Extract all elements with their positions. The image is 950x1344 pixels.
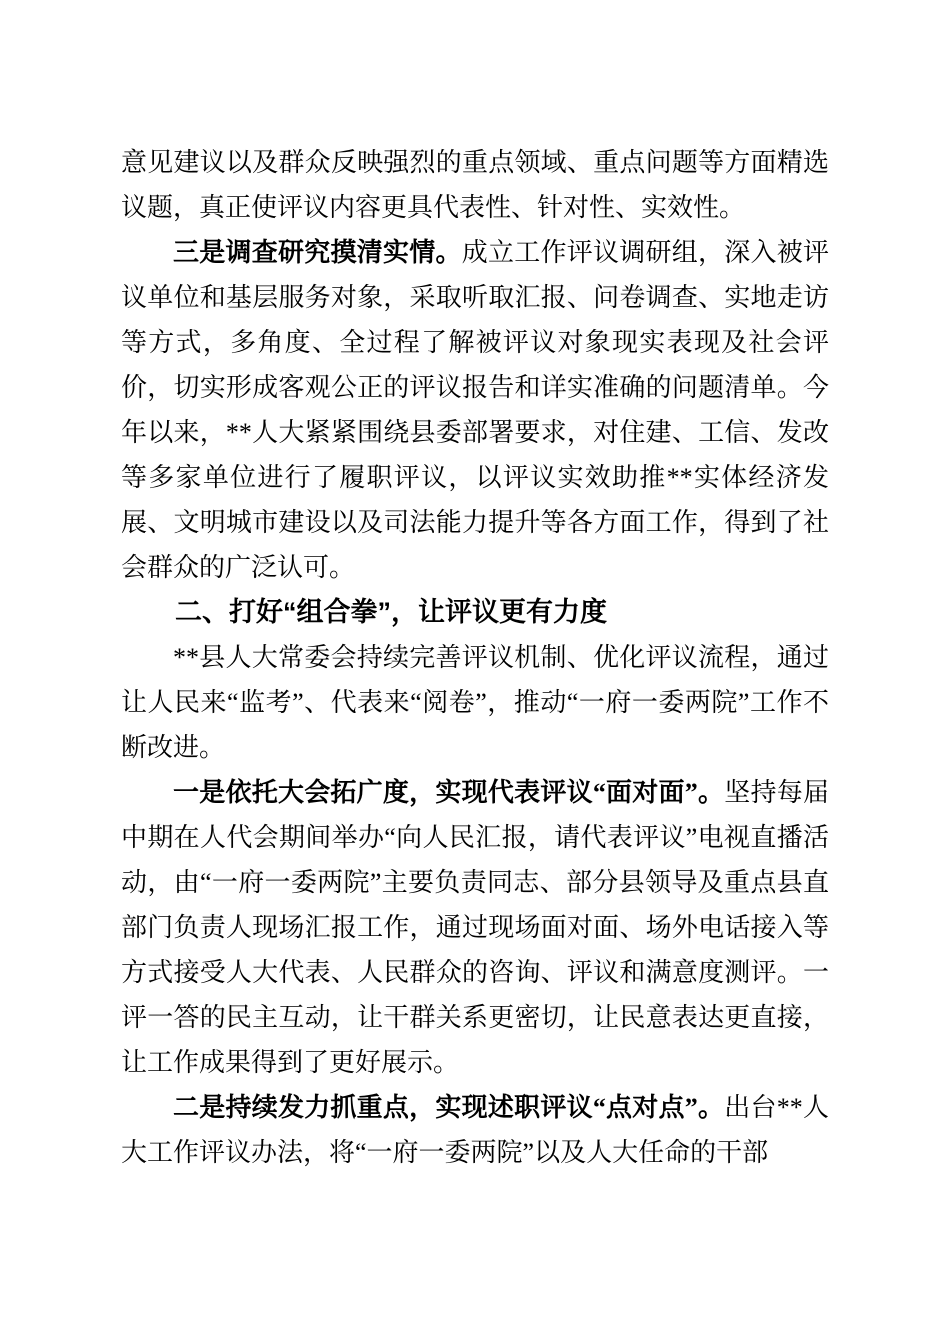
paragraph-item-three-lead: 三是调查研究摸清实情。 xyxy=(173,238,462,267)
paragraph-item-three-rest: 成立工作评议调研组，深入被评议单位和基层服务对象，采取听取汇报、问卷调查、实地走访等方式，多角度、全过程了解被评议对象现实表现及社会评价，切实形成客观公正的评议报告和详实准确的问题清单。今年以来，**人大紧紧围绕县委部署要求，对住建、工信、发改等多家单位进行了履职评议，以评议实效助推**实体经济发展、文明城市建设以及司法能力提升等各方面工作，得到了社会群众的广泛认可。 xyxy=(121,238,829,582)
paragraph-carryover-text: 意见建议以及群众反映强烈的重点领域、重点问题等方面精选议题，真正使评议内容更具代表性、针对性、实效性。 xyxy=(121,148,829,222)
paragraph-item-two-lead: 二是持续发力抓重点，实现述职评议“点对点”。 xyxy=(173,1093,725,1122)
paragraph-item-one xyxy=(121,770,829,1085)
paragraph-carryover xyxy=(121,140,829,230)
paragraph-item-three xyxy=(121,230,829,590)
paragraph-item-two xyxy=(121,1085,829,1175)
paragraph-section-intro xyxy=(121,635,829,770)
paragraph-item-one-rest: 坚持每届中期在人代会期间举办“向人民汇报，请代表评议”电视直播活动，由“一府一委两院”主要负责同志、部分县领导及重点县直部门负责人现场汇报工作，通过现场面对面、场外电话接入等方式接受人大代表、人民群众的咨询、评议和满意度测评。一评一答的民主互动，让干群关系更密切，让民意表达更直接，让工作成果得到了更好展示。 xyxy=(121,778,829,1077)
paragraph-item-one-lead: 一是依托大会拓广度，实现代表评议“面对面”。 xyxy=(173,778,725,807)
paragraph-section-intro-text: **县人大常委会持续完善评议机制、优化评议流程，通过让人民来“监考”、代表来“阅卷”，推动“一府一委两院”工作不断改进。 xyxy=(121,643,829,762)
paragraph-item-two-rest: 出台**人大工作评议办法，将“一府一委两院”以及人大任命的干部 xyxy=(121,1093,829,1167)
section-heading-two: 二、打好“组合拳”，让评议更有力度 xyxy=(175,597,607,627)
document-text-block xyxy=(121,140,829,1175)
